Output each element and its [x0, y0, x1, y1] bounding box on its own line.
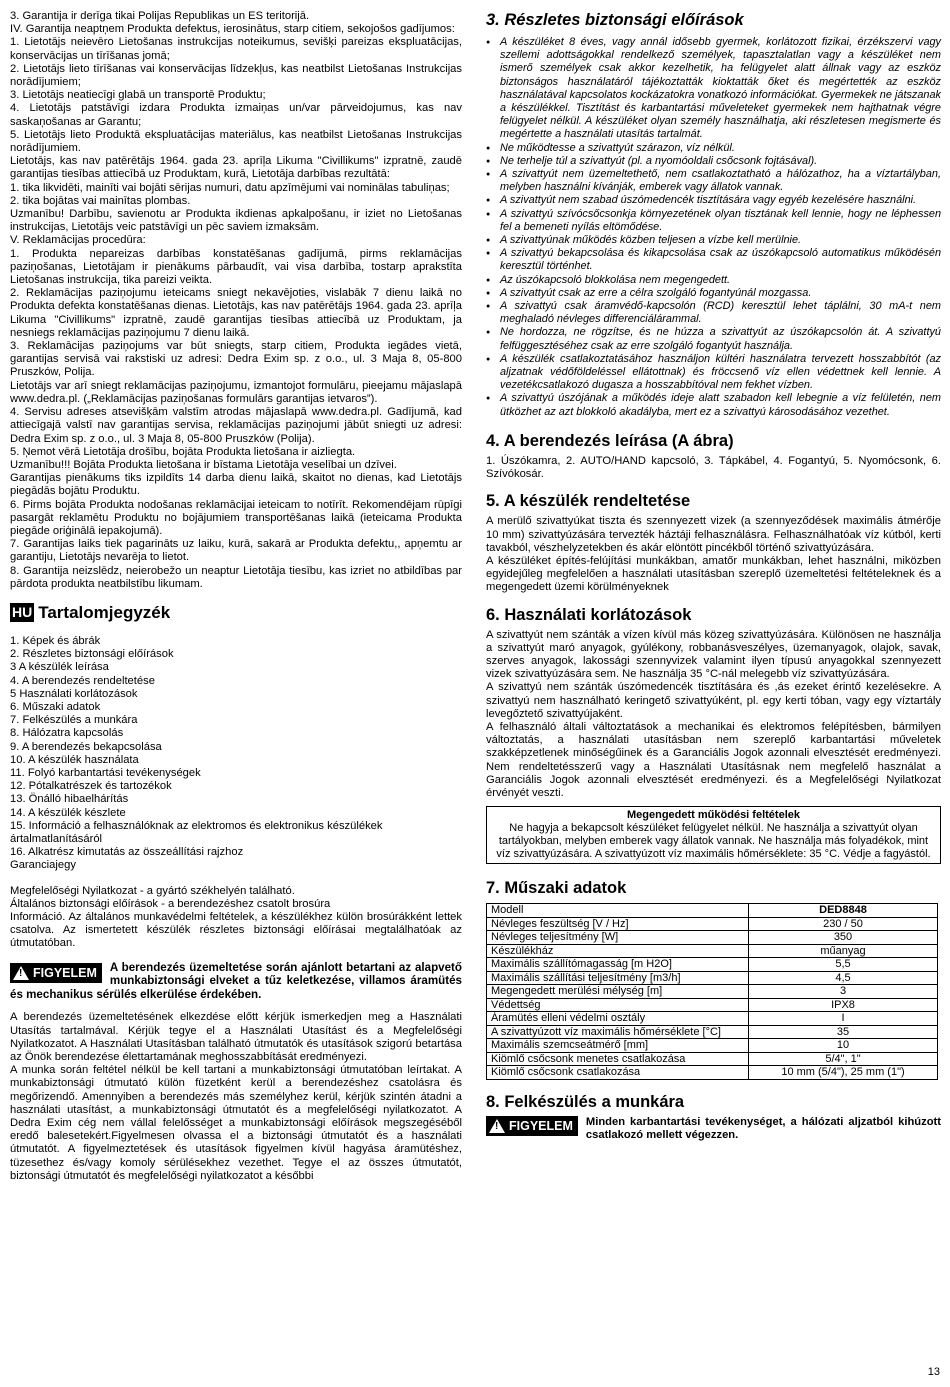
safety-bullet: ● A szivattyúnak működés közben teljesen a vízbe kell merülnie. — [486, 234, 941, 247]
spec-key: Névleges teljesítmény [W] — [487, 931, 749, 945]
section-7-title: 7. Műszaki adatok — [486, 879, 627, 898]
lv-paragraph: 3. Garantija ir derīga tikai Polijas Republikas un ES teritorijā. — [10, 10, 310, 22]
usage-paragraph: A berendezés üzemeltetésének elkezdése előtt kérjük ismerkedjen meg a Használati Utasítás tartalmával. Kérjük tegye el a Használati Utasítást és a Megfelelőségi Nyilatkozatot. A Használati Utasításban található útmutatók és utasítások szigorú betartása az Önök berendezése élettartamának meghosszabbítását eredményezi. — [10, 1011, 462, 1063]
section-8-warning — [486, 1116, 941, 1142]
section-6-body — [486, 629, 941, 801]
toc-item: 14. A készülék készlete — [10, 806, 126, 819]
safety-bullet: ● Ne terhelje túl a szivattyút (pl. a nyomóoldali csőcsonk fojtásával). — [486, 155, 941, 168]
hu-toc-heading — [10, 603, 462, 623]
section-4-text: 1. Úszókamra, 2. AUTO/HAND kapcsoló, 3. Tápkábel, 4. Fogantyú, 5. Nyomócsonk, 6. Szívókosár. — [486, 454, 941, 481]
right-column — [486, 10, 941, 1142]
toc-item: 6. Műszaki adatok — [10, 700, 101, 713]
lv-paragraph: 4. Lietotājs patstāvīgi izdara Produkta izmaiņas un/var pārveidojumus, kas nav saskaņošanas ar Garantu; — [10, 102, 462, 128]
lv-paragraph: 1. Lietotājs neievēro Lietošanas instrukcijas noteikumus, sevišķi pareizas ekspluatācijas, konservācijas un tīrīšanas jomā; — [10, 36, 462, 62]
lv-paragraph: 7. Garantijas laiks tiek pagarināts uz laiku, kurā, sakarā ar Produkta defektu,, apņemtu ar garantiju, Lietotājs nevarēja to lietot. — [10, 538, 462, 564]
spec-value: 3 — [749, 985, 938, 999]
toc-item: 7. Felkészülés a munkára — [10, 714, 138, 727]
section-3-title: 3. Részletes biztonsági előírások — [486, 11, 744, 29]
section-6-paragraph: A szivattyú nem szánták úszómedencék tisztítására és ,ás ezeket érintő kezelésekre. A szivattyú nem használható keringető szivattyúként, pl. egy kerti tóban, vagy egy víztartály levegőztető szivattyújaként. — [486, 681, 941, 720]
spec-value: 4,5 — [749, 971, 938, 985]
lv-paragraph: 4. Servisu adreses atsevišķām valstīm atrodas mājaslapā www.dedra.pl. Gadījumā, kad attiecīgajā valstī nav garantijas servisa, reklamācijas paziņojumi jābūt sniegti uz adresi: Dedra Exim sp. z o.o., ul. 3 Maja 8, 05-800 Pruszków (Polija). — [10, 406, 462, 445]
safety-bullet: ● A szivattyú bekapcsolása és kikapcsolása csak az úszókapcsoló automatikus működésén keresztül történhet. — [486, 247, 941, 273]
hu-language-badge: HU — [12, 604, 33, 621]
safety-bullet: ● Az úszókapcsoló blokkolása nem megengedett. — [486, 274, 941, 287]
spec-key: Modell — [487, 904, 749, 918]
spec-row — [487, 971, 938, 985]
spec-value: I — [749, 1012, 938, 1026]
warning-badge — [10, 963, 102, 983]
spec-key: Védettség — [487, 998, 749, 1012]
operating-conditions-box — [486, 806, 941, 864]
lv-paragraph: Lietotājs, kas nav patērētājs 1964. gada 23. aprīļa Likuma "Civillikums" izpratnē, zaudē garantijas tiesības attiecībā uz Produktam, kurā, Lietotāja darbības rezultātā: — [10, 155, 462, 181]
safety-bullet: ● A szivattyú szívócsőcsonkja környezetének olyan tisztának kell lennie, hogy ne léphessen fel a bemeneti nyílás eltömődése. — [486, 208, 941, 234]
safety-bullet: ● A szivattyút csak az erre a célra szolgáló fogantyúnál mozgassa. — [486, 287, 941, 300]
lv-paragraph: 8. Garantija neizslēdz, neierobežo un neaptur Lietotāja tiesību, kas izriet no atbildības par pārdota produkta neatbilstību likumam. — [10, 564, 462, 590]
spec-value: DED8848 — [749, 904, 938, 918]
spec-key: Maximális szállítási teljesítmény [m3/h] — [487, 971, 749, 985]
safety-bullet: ● A szivattyút nem szabad úszómedencék tisztítására vagy egyéb kezelésére használni. — [486, 194, 941, 207]
warning-label: FIGYELEM — [33, 965, 97, 980]
info-paragraph: Általános biztonsági előírások - a berendezéshez csatolt brosúra — [10, 897, 331, 910]
spec-row — [487, 904, 938, 918]
lv-paragraph: 6. Pirms bojāta Produkta nodošanas reklamācijai ieteicam to notīrīt. Rekomendējam rūpīgi pasargāt reklamētu Produktu no bojājumiem transportēšanas laikā (ieteicama Produkta piegāde oriģinālā iepakojumā). — [10, 498, 462, 537]
toc-item: 9. A berendezés bekapcsolása — [10, 740, 162, 753]
spec-key: Megengedett merülési mélység [m] — [487, 985, 749, 999]
section-5-paragraph: A merülő szivattyúkat tiszta és szennyezett vizek (a szennyeződések maximális átmérője 10 mm) szivattyúzására tervezték háztáji felhasználásra. Felhasználhatóak víz kútból, kerti tavakból, vészhelyzetekben és akár elöntött pincékből történő szivattyúzására. — [486, 515, 941, 554]
safety-bullet: ● A szivattyút nem üzemeltethető, nem csatlakoztatható a hálózathoz, ha a víztartályban, melyben használni kívánják, emberek vagy állatok vannak. — [486, 168, 941, 194]
spec-row — [487, 985, 938, 999]
safety-bullet: ● Ne hordozza, ne rögzítse, és ne húzza a szivattyút az úszókapcsolón át. A szivattyú felfüggesztéséhez csak az erre szolgáló fogantyút használja. — [486, 326, 941, 352]
lv-paragraph: 1. Produkta nepareizas darbības konstatēšanas gadījumā, pirms reklamācijas paziņošanas, Lietotājam ir pienākums pārbaudīt, vai visa darbība, tostarp aprakstīta Lietošanas instrukcija, tika pareizi veikta. — [10, 247, 462, 287]
lv-paragraph: Lietotājs var arī sniegt reklamācijas paziņojumu, izmantojot formulāru, pieejamu mājaslapā www.dedra.pl. („Reklamācijas paziņošanas formulārs garantijas ietvaros”). — [10, 379, 462, 405]
spec-value: 35 — [749, 1025, 938, 1039]
spec-key: Maximális szemcseátmérő [mm] — [487, 1039, 749, 1053]
toc-item: 1. Képek és ábrák — [10, 634, 101, 647]
spec-key: A szivattyúzott víz maximális hőmérséklete [°C] — [487, 1025, 749, 1039]
table-of-contents — [10, 635, 462, 873]
spec-row — [487, 998, 938, 1012]
general-info — [10, 885, 462, 951]
spec-value: műanyag — [749, 944, 938, 958]
toc-item: Garanciajegy — [10, 859, 76, 872]
spec-value: 230 / 50 — [749, 917, 938, 931]
lv-paragraph: Uzmanību!!! Bojāta Produkta lietošana ir bīstama Lietotāja veselībai un dzīvei. — [10, 458, 397, 471]
spec-table — [486, 903, 938, 1080]
spec-value: 10 mm (5/4"), 25 mm (1") — [749, 1066, 938, 1080]
box-text: Ne hagyja a bekapcsolt készüléket felügyelet nélkül. Ne használja a szivattyút olyan tartályokban, melyben emberek vagy állatok vannak. Ne használja más folyadékok, mint víz szivattyúzására. A szivattyúzott víz maximális hőmérséklete: 35 °C. Védje a fagyástól. — [496, 822, 931, 861]
lv-paragraph: 1. tika likvidēti, mainīti vai bojāti sērijas numuri, datu apzīmējumi vai nominālas tabuliņas; — [10, 181, 450, 194]
section-5-paragraph: A készüléket építés-felújítási munkákban, amatőr munkákban, lehet használni, miközben egyidejűleg megfelelően a használati utasításban szereplő üzemeltetési feltételeknek és a megengedett üzemi körülményeknek — [486, 554, 941, 594]
toc-item: 5 Használati korlátozások — [10, 687, 138, 700]
lv-paragraph: V. Reklamācijas procedūra: — [10, 234, 146, 247]
spec-row — [487, 958, 938, 972]
box-title: Megengedett működési feltételek — [627, 809, 800, 822]
spec-row — [487, 1066, 938, 1080]
spec-value: 5/4", 1" — [749, 1052, 938, 1066]
toc-item: 12. Pótalkatrészek és tartozékok — [10, 780, 172, 793]
warning-triangle-icon: ! — [489, 1119, 505, 1133]
lv-paragraph: 3. Lietotājs neatiecīgi glabā un transportē Produktu; — [10, 89, 266, 102]
toc-item: 2. Részletes biztonsági előírások — [10, 648, 174, 661]
toc-item: 13. Önálló hibaelhárítás — [10, 793, 129, 806]
lv-paragraph: IV. Garantija neaptņem Produkta defektus, ierosinātus, starp citiem, sekojošos gadījumos: — [10, 23, 455, 36]
info-paragraph: Megfelelőségi Nyilatkozat - a gyártó székhelyén található. — [10, 884, 295, 897]
toc-item: 8. Hálózatra kapcsolás — [10, 727, 124, 740]
info-paragraph: Információ. Az általános munkavédelmi feltételek, a készülékhez külön brosúrákként lettek csatolva. Az ismertetett készülék részletes biztonsági előírásai megtalálhatóak az útmutatóban. — [10, 911, 462, 950]
lv-paragraph: 2. Lietotājs lieto tīrīšanas vai konservācijas līdzekļus, kas neatbilst Lietošanas Instrukcijas norādījumiem; — [10, 62, 462, 89]
toc-item: 10. A készülék használata — [10, 753, 139, 766]
lv-paragraph: 2. tika bojātas vai mainītas plombas. — [10, 194, 191, 207]
spec-key: Kiömlő csőcsonk menetes csatlakozása — [487, 1052, 749, 1066]
toc-title: Tartalomjegyzék — [38, 602, 171, 622]
spec-value: 5,5 — [749, 958, 938, 972]
latvian-warranty-text — [10, 10, 462, 591]
spec-key: Áramütés elleni védelmi osztály — [487, 1012, 749, 1026]
section-6-paragraph: A felhasználó általi változtatások a mechanikai és elektromos felépítésben, bármilyen változtatás, a használati utasításban nem szereplő karbantartási műveletek szakképzetlenek minőségűinek és a Garanciális Jogok azonnali elvesztését eredményezi. Nem rendeltetésszerű vagy a Használati Utasításnak nem megfelelő használat a Garanciális Jogok azonnali elvesztését eredményezi. és a Megfelelőségi Nyilatkozat érvényét veszti. — [486, 720, 941, 799]
spec-row — [487, 944, 938, 958]
lv-paragraph: 5. Lietotājs lieto Produktā ekspluatācijas materiālus, kas neatbilst Lietošanas Instrukcijas norādījumiem. — [10, 128, 462, 155]
spec-value: IPX8 — [749, 998, 938, 1012]
section-5-body — [486, 515, 941, 594]
spec-key: Névleges feszültség [V / Hz] — [487, 917, 749, 931]
toc-item: 16. Alkatrész kimutatás az összeállítási rajzhoz — [10, 846, 244, 859]
toc-item: 11. Folyó karbantartási tevékenységek — [10, 766, 201, 779]
lv-paragraph: Uzmanību! Darbību, savienotu ar Produkta ikdienas apkalpošanu, ir iziet no Lietošanas instrukcijas, Lietotājs veic patstāvīgi un pēc saviem izmaksām. — [10, 208, 462, 234]
safety-bullet: ● A készülék csatlakoztatásához használjon kültéri használatra tervezett hosszabbítót (az aljzatnak védőföldeléssel ellátottnak) és fröccsenő víz ellen védettnek kell lennie. A vezetékcsatlakozó dugasza a hosszabbítóval nem fekhet vízben. — [486, 353, 941, 393]
lv-paragraph: 5. Ņemot vērā Lietotāja drošību, bojāta Produkta lietošana ir aizliegta. — [10, 445, 356, 458]
spec-row — [487, 1039, 938, 1053]
spec-row — [487, 917, 938, 931]
safety-bullet: ● A készüléket 8 éves, vagy annál idősebb gyermek, korlátozott fizikai, érzékszervi vagy szellemi adottságokkal rendelkező személyek, tapasztalatlan vagy a készüléket nem ismerő személyek csak akkor kezelhetik, ha felügyelet alatt állnak vagy az eszköz biztonságos használatáról tájékoztatták kioktatták őket és megértették az eszköz használatával kapcsolatos kockázatokra vonatkozó információkat. Gyermekek ne játszanak a készülékkel. Tisztítást és karbantartási műveleteket gyermekek nem hajthatnak végre felügyelet nélkül. A készüléket olyan személy használhatja, aki részletesen megismerte és megértette a használati utasítás tartalmát. — [486, 36, 941, 142]
section-4-title: 4. A berendezés leírása (A ábra) — [486, 431, 734, 450]
usage-paragraph: A munka során feltétel nélkül be kell tartani a munkabiztonsági útmutatóban leírtakat. A munkabiztonsági útmutató külön füzetként kerül a berendezéshez csatolásra és megőrizendő. Amennyiben a berendezés más személyhez kerül, kérjük szintén átadni a használati utasítást, a munkabiztonsági útmutatót és a megfelelőségi nyilatkozatot. A Dedra Exim cég nem vállal felelősséget a munkabiztonsági előírások megszegéséből eredő balesetekért.Figyelmesen olvassa el a biztonsági útmutatót és a használati útmutatót. A figyelmeztetések és utasítások figyelmen kívül hagyása áramütéshez, tüzesethez és/vagy komoly sérülésekhez vezethet. Tegye el az összes útmutatót, biztonsági útmutatót és megfelelőségi nyilatkozatot a későbbi — [10, 1064, 462, 1182]
safety-bullet: ● A szivattyú úszójának a működés ideje alatt szabadon kell lebegnie a víz felületén, nem ütközhet az azt blokkoló akadályba, mert ez a szivattyú károsodásához vezethet. — [486, 392, 941, 418]
section-5-title: 5. A készülék rendeltetése — [486, 492, 691, 511]
lv-paragraph: 2. Reklamācijas paziņojumu ieteicams sniegt nekavējoties, vislabāk 7 dienu laikā no Produkta defekta konstatēšanas dienas. Lietotājs, kas nav patērētājs 1964. gada 23. aprīļa Likuma "Civillikums" izpratnē, zaudē garantijas tiesības attiecībā uz Produktam, ja nesniegs reklamācijas paziņojumu 7 dienu laikā. — [10, 287, 462, 339]
toc-item: 3 A készülék leírása — [10, 661, 109, 674]
spec-row — [487, 1012, 938, 1026]
left-column — [10, 10, 462, 1183]
spec-row — [487, 931, 938, 945]
toc-item: 15. Információ a felhasználóknak az elektromos és elektronikus készülékek ártalmatlanításáról — [10, 819, 383, 845]
warning-badge — [486, 1116, 578, 1136]
warning-triangle-icon: ! — [13, 966, 29, 980]
spec-value: 10 — [749, 1039, 938, 1053]
section-8-title: 8. Felkészülés a munkára — [486, 1092, 685, 1111]
spec-row — [487, 1025, 938, 1039]
spec-key: Maximális szállítómagasság [m H2O] — [487, 958, 749, 972]
spec-key: Kiömlő csőcsonk csatlakozása — [487, 1066, 749, 1080]
section-6-title: 6. Használati korlátozások — [486, 605, 692, 624]
section-8-warning-text: Minden karbantartási tevékenységet, a hálózati aljzatból kihúzott csatlakozó mellett végezzen. — [585, 1115, 941, 1141]
safety-bullet: ● A szivattyú csak áramvédő-kapcsolón (RCD) keresztül lehet táplálni, 30 mA-t nem meghaladó névleges differenciálárammal. — [486, 300, 941, 326]
warning-label: FIGYELEM — [509, 1118, 573, 1133]
page-number: 13 — [927, 1366, 940, 1378]
usage-info — [10, 1011, 462, 1183]
safety-bullet: ● Ne működtesse a szivattyút szárazon, víz nélkül. — [486, 142, 941, 155]
spec-key: Készülékház — [487, 944, 749, 958]
spec-row — [487, 1052, 938, 1066]
lv-paragraph: Garantijas pienākums tiks izpildīts 14 darba dienu laikā, skaitot no dienas, kad Lietotājs piegādās bojātu Produktu. — [10, 472, 462, 498]
spec-value: 350 — [749, 931, 938, 945]
lv-paragraph: 3. Reklamācijas paziņojums var būt sniegts, starp citiem, Produkta iegādes vietā, garantijas servisā vai rakstiski uz adresi: Dedra Exim sp. z o.o., ul. 3 Maja 8, 05-800 Pruszków, Polija. — [10, 340, 462, 379]
section-6-paragraph: A szivattyút nem szánták a vízen kívül más közeg szivattyúzására. Különösen ne használja a szivattyút maró anyagok, gyúlékony, robbanásveszélyes, üzemanyagok, olajok, savak, szerves anyagok, lakossági szennyvizek valamint ilyen típusú anyagokkal szennyezett vizek szivattyúzására sem. Ne használja 35 °C-nál melegebb víz szivattyúzására. — [486, 628, 941, 681]
warning-block — [10, 961, 462, 1002]
toc-item: 4. A berendezés rendeltetése — [10, 674, 155, 687]
safety-bullet-list — [486, 36, 941, 419]
warning-text: A berendezés üzemeltetése során ajánlott betartani az alapvető munkabiztonsági elveket a tűz keletkezése, villamos áramütés és mechanikus sérülés elkerülése érdekében. — [10, 960, 462, 1001]
